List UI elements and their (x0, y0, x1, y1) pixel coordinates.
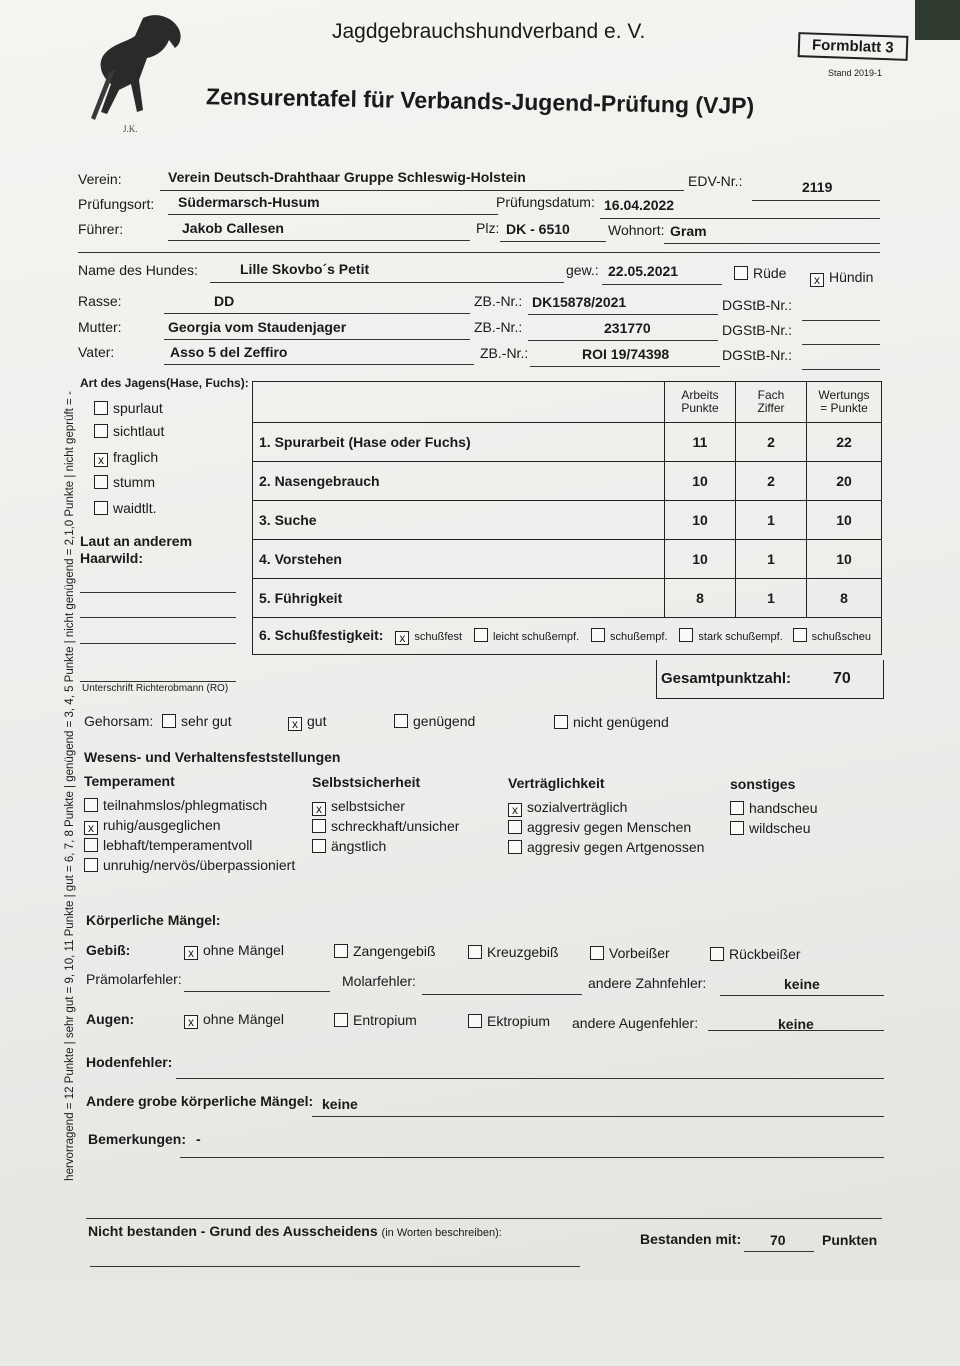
gebiss-option[interactable]: Rückbeißer (710, 946, 801, 962)
gebiss-label: Gebiß: (86, 942, 131, 958)
sonst-title: sonstiges (730, 776, 796, 792)
arbeitspunkte-cell[interactable]: 8 (665, 579, 736, 618)
dgstb-label-3: DGStB-Nr.: (722, 347, 793, 363)
augen-option[interactable]: x ohne Mängel (184, 1011, 284, 1029)
wertung-cell[interactable]: 20 (807, 462, 882, 501)
punkten-label: Punkten (822, 1232, 878, 1248)
ruede-checkbox[interactable] (734, 266, 748, 280)
fachziffer-cell[interactable]: 2 (736, 423, 807, 462)
zb-label: ZB.-Nr.: (474, 293, 523, 309)
mutter-label: Mutter: (78, 319, 122, 335)
edv-label: EDV-Nr.: (688, 173, 743, 189)
vater-value[interactable]: Asso 5 del Zeffiro (170, 344, 288, 360)
verein-label: Verein: (78, 171, 122, 187)
sonst-option[interactable]: wildscheu (730, 820, 810, 836)
augen-option[interactable]: Entropium (334, 1012, 417, 1028)
grobe-label: Andere grobe körperliche Mängel: (86, 1093, 314, 1109)
fachziffer-cell[interactable]: 1 (736, 540, 807, 579)
schuss-row (253, 618, 882, 655)
grobe-value[interactable]: keine (322, 1096, 358, 1112)
nicht-bestanden: Nicht bestanden - Grund des Ausscheidens (in Worten beschreiben): (88, 1223, 502, 1239)
table-row (253, 462, 882, 501)
schuss-option-fest[interactable]: x schußfest (395, 631, 462, 643)
scoring-scale-legend: hervorragend = 12 Punkte | sehr gut = 9, 10, 11 Punkte | gut = 6, 7, 8 Punkte | genügend = 3, 4, 5 Punkte | nicht genügend = 2,1,0 Punkte | nicht geprüft = - (64, 391, 76, 1181)
bemerk-value[interactable]: - (196, 1131, 201, 1147)
schuss-option-scheu[interactable]: schußscheu (793, 631, 871, 643)
signature-label: Unterschrift Richterobmann (RO) (82, 683, 229, 694)
vertrag-option[interactable]: aggresiv gegen Artgenossen (508, 839, 704, 855)
mutter-zb-label: ZB.-Nr.: (474, 319, 523, 335)
selbst-title: Selbstsicherheit (312, 774, 421, 790)
association-name: Jagdgebrauchshundverband e. V. (332, 20, 646, 43)
wertung-cell[interactable]: 10 (807, 501, 882, 540)
augenfehler-value[interactable]: keine (778, 1016, 814, 1032)
page-title: Zensurentafel für Verbands-Jugend-Prüfung (VJP) (205, 83, 755, 119)
laut-label-2: Haarwild: (80, 550, 144, 566)
gebiss-option[interactable]: Kreuzgebiß (468, 944, 559, 960)
schuss-label: 6. Schußfestigkeit: (259, 627, 384, 643)
selbst-option[interactable]: x selbstsicher (312, 798, 405, 816)
jagen-option-spurlaut[interactable]: spurlaut (94, 400, 163, 416)
hund-name-label: Name des Hundes: (78, 262, 198, 278)
selbst-option[interactable]: schreckhaft/unsicher (312, 818, 459, 834)
wesen-title: Wesens- und Verhaltensfeststellungen (84, 749, 341, 765)
vater-zb-value[interactable]: ROI 19/74398 (582, 346, 670, 362)
hund-name-value[interactable]: Lille Skovbo´s Petit (240, 261, 370, 277)
row-label: 3. Suche (253, 501, 665, 540)
wertung-cell[interactable]: 22 (807, 423, 882, 462)
temperament-option[interactable]: lebhaft/temperamentvoll (84, 837, 252, 853)
dgstb-label-1: DGStB-Nr.: (722, 297, 793, 313)
mutter-value[interactable]: Georgia vom Staudenjager (168, 319, 347, 335)
praemolar-label: Prämolarfehler: (86, 971, 182, 987)
temperament-title: Temperament (84, 773, 175, 789)
row-label: 2. Nasengebrauch (253, 462, 665, 501)
zahnfehler-label: andere Zahnfehler: (588, 975, 707, 991)
temperament-option[interactable]: unruhig/nervös/überpassioniert (84, 857, 295, 873)
augen-option[interactable]: Ektropium (468, 1013, 550, 1029)
fuehrer-value[interactable]: Jakob Callesen (182, 220, 284, 236)
wohnort-value[interactable]: Gram (670, 223, 707, 239)
schuss-option-stark[interactable]: stark schußempf. (679, 631, 782, 643)
jagen-option-fraglich[interactable]: x fraglich (94, 449, 158, 467)
pruefungsort-value[interactable]: Südermarsch-Husum (178, 194, 320, 210)
augen-label: Augen: (86, 1011, 135, 1027)
svg-text:J.K.: J.K. (123, 124, 138, 134)
table-row (253, 579, 882, 618)
huendin-option[interactable]: x Hündin (810, 269, 873, 287)
arbeitspunkte-cell[interactable]: 10 (665, 501, 736, 540)
wertung-cell[interactable]: 8 (807, 579, 882, 618)
pruefungsdatum-label: Prüfungsdatum: (496, 194, 595, 210)
fuehrer-label: Führer: (78, 221, 124, 237)
pruefungsort-label: Prüfungsort: (78, 196, 155, 212)
maengel-title: Körperliche Mängel: (86, 912, 221, 928)
form-version: Stand 2019-1 (828, 68, 883, 78)
fachziffer-cell[interactable]: 1 (736, 501, 807, 540)
gebiss-option[interactable]: x ohne Mängel (184, 942, 284, 960)
score-table (252, 381, 882, 655)
rasse-label: Rasse: (78, 293, 122, 309)
table-header-row (253, 382, 882, 423)
selbst-option[interactable]: ängstlich (312, 838, 386, 854)
schuss-option-leicht[interactable]: leicht schußempf. (474, 631, 579, 643)
vater-label: Vater: (78, 344, 115, 360)
vertrag-option[interactable]: aggresiv gegen Menschen (508, 819, 691, 835)
plz-value[interactable]: DK - 6510 (506, 221, 570, 237)
gehorsam-option-sehr-gut[interactable]: sehr gut (162, 713, 232, 729)
jagen-option-waidtlt[interactable]: waidtlt. (94, 500, 157, 516)
form-number-box: Formblatt 3 (798, 32, 908, 61)
arbeitspunkte-cell[interactable]: 10 (665, 462, 736, 501)
schuss-option-empf[interactable]: schußempf. (591, 631, 667, 643)
temperament-option[interactable]: teilnahmslos/phlegmatisch (84, 797, 267, 813)
col-arbeitspunkte: Arbeits Punkte (665, 382, 736, 423)
wohnort-label: Wohnort: (608, 222, 665, 238)
bemerk-label: Bemerkungen: (88, 1131, 187, 1147)
table-row (253, 501, 882, 540)
edv-value[interactable]: 2119 (802, 179, 833, 195)
zb-value[interactable]: DK15878/2021 (532, 294, 627, 310)
jagen-option-sichtlaut[interactable]: sichtlaut (94, 423, 164, 439)
temperament-option[interactable]: x ruhig/ausgeglichen (84, 817, 221, 835)
background-corner (915, 0, 960, 40)
sonst-option[interactable]: handscheu (730, 800, 818, 816)
mutter-zb-value[interactable]: 231770 (604, 320, 651, 336)
molar-label: Molarfehler: (342, 973, 416, 989)
table-row (253, 423, 882, 462)
verein-value[interactable]: Verein Deutsch-Drahthaar Gruppe Schleswig-Holstein (168, 169, 526, 185)
gehorsam-label: Gehorsam: (84, 713, 154, 729)
gewolft-label: gew.: (566, 262, 599, 278)
gewolft-value[interactable]: 22.05.2021 (608, 263, 679, 279)
rasse-value[interactable]: DD (214, 293, 235, 309)
arbeitspunkte-cell[interactable]: 11 (665, 423, 736, 462)
dgstb-label-2: DGStB-Nr.: (722, 322, 793, 338)
fachziffer-cell[interactable]: 1 (736, 579, 807, 618)
arbeitspunkte-cell[interactable]: 10 (665, 540, 736, 579)
row-label: 1. Spurarbeit (Hase oder Fuchs) (253, 423, 665, 462)
row-label: 5. Führigkeit (253, 579, 665, 618)
vater-zb-label: ZB.-Nr.: (480, 345, 529, 361)
col-wertungspunkte: Wertungs = Punkte (807, 382, 882, 423)
fachziffer-cell[interactable]: 2 (736, 462, 807, 501)
laut-label-1: Laut an anderem (80, 533, 193, 549)
gesamt-value[interactable]: 70 (833, 670, 851, 687)
dog-logo (85, 10, 195, 140)
gehorsam-option-nicht-genuegend[interactable]: nicht genügend (554, 714, 669, 730)
gesamt-box (656, 660, 884, 699)
gehorsam-option-gut[interactable]: x gut (288, 713, 326, 731)
gebiss-option[interactable]: Zangengebiß (334, 943, 436, 959)
table-row (253, 540, 882, 579)
jagen-option-stumm[interactable]: stumm (94, 474, 155, 490)
bestanden-value[interactable]: 70 (770, 1232, 786, 1248)
huendin-checkbox[interactable]: x (810, 273, 824, 287)
augenfehler-label: andere Augenfehler: (572, 1015, 699, 1031)
hoden-label: Hodenfehler: (86, 1054, 173, 1070)
vertrag-option[interactable]: x sozialverträglich (508, 799, 627, 817)
wertung-cell[interactable]: 10 (807, 540, 882, 579)
gehorsam-option-genuegend[interactable]: genügend (394, 713, 475, 729)
vertrag-title: Verträglichkeit (508, 775, 605, 791)
pruefungsdatum-value[interactable]: 16.04.2022 (604, 197, 675, 213)
jagen-label: Art des Jagens(Hase, Fuchs): (80, 376, 249, 390)
ruede-option[interactable]: Rüde (734, 265, 786, 281)
zahnfehler-value[interactable]: keine (784, 976, 820, 992)
gebiss-option[interactable]: Vorbeißer (590, 945, 670, 961)
col-fachziffer: Fach Ziffer (736, 382, 807, 423)
bestanden-label: Bestanden mit: (640, 1231, 742, 1247)
gesamt-label: Gesamtpunktzahl: (661, 670, 792, 687)
plz-label: Plz: (476, 220, 500, 236)
row-label: 4. Vorstehen (253, 540, 665, 579)
